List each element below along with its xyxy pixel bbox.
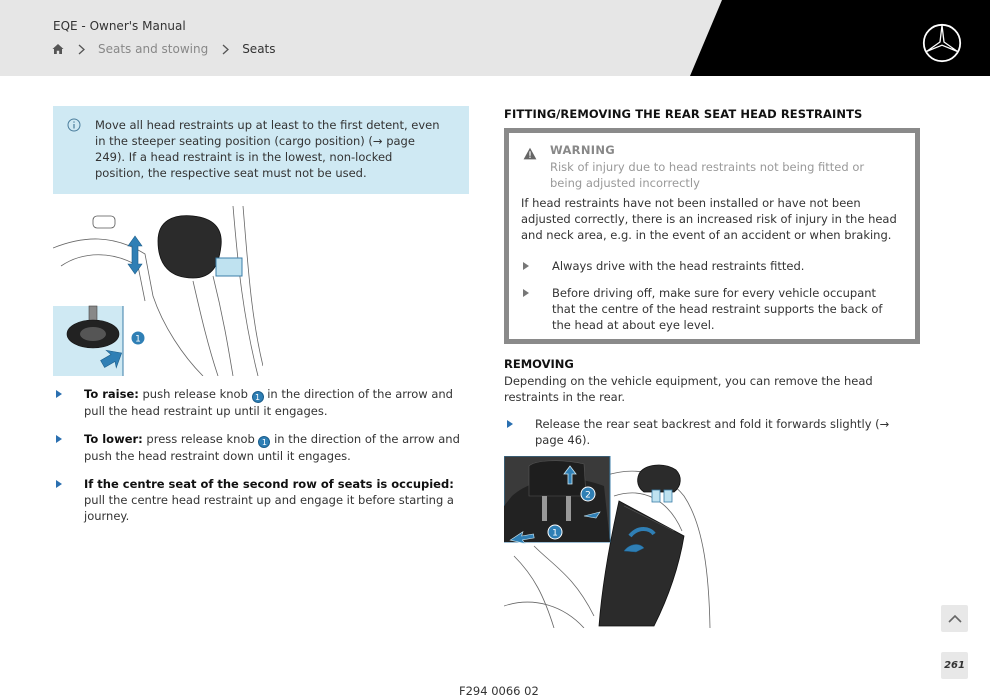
knob-callout-icon: 1 — [252, 391, 264, 403]
section-title: FITTING/REMOVING THE REAR SEAT HEAD RESTRAINTS — [504, 107, 863, 121]
list-item — [55, 386, 470, 419]
page-number-button[interactable]: 261 — [941, 652, 968, 679]
warning-title: WARNING — [550, 143, 615, 157]
scroll-to-top-button[interactable] — [941, 605, 968, 632]
breadcrumb-seats: Seats — [242, 42, 276, 56]
removing-text: Depending on the vehicle equipment, you can remove the head restraints in the rear. — [504, 374, 873, 404]
bullet-label: To raise: — [84, 387, 139, 401]
bullet-text: push release knob — [138, 387, 252, 401]
manual-title: EQE - Owner's Manual — [53, 19, 186, 33]
info-notice — [53, 106, 469, 194]
warning-body: If head restraints have not been installed or have not been adjusted correctly, there is an increased risk of injury in the head and neck area, e.g. in the event of an accident or when braking. — [521, 196, 897, 242]
header-bar — [0, 0, 990, 76]
callout-2: 2 — [585, 490, 591, 501]
left-bullet-list — [55, 386, 470, 536]
figure-code: F294 0066 02 — [459, 684, 539, 698]
warning-triangle-icon — [523, 147, 537, 160]
chevron-up-icon — [948, 614, 962, 623]
info-icon — [67, 118, 81, 132]
bullet-arrow-icon — [507, 420, 513, 428]
rear-seat-illustration — [504, 456, 712, 628]
bullet-arrow-icon — [56, 390, 62, 398]
callout-1: 1 — [552, 528, 558, 539]
breadcrumb — [52, 42, 276, 56]
bullet-text: in the direction of the arrow and push the head restraint down until it engages. — [84, 432, 460, 463]
mercedes-star-logo[interactable] — [922, 23, 962, 63]
callout-1: 1 — [135, 334, 141, 345]
knob-callout-icon: 1 — [258, 436, 270, 448]
bullet-label: If the centre seat of the second row of seats is occupied: — [84, 477, 454, 491]
bullet-text: in the direction of the arrow and pull the head restraint up until it engages. — [84, 387, 453, 418]
breadcrumb-seats-and-stowing[interactable]: Seats and stowing — [98, 42, 209, 56]
list-item — [506, 416, 921, 448]
bullet-label: To lower: — [84, 432, 143, 446]
warning-subtitle: Risk of injury due to head restraints not being fitted or being adjusted incorrectly — [550, 160, 865, 190]
warning-bullet-text: Always drive with the head restraints fitted. — [552, 259, 805, 273]
removing-bullet-text: Release the rear seat backrest and fold it forwards slightly (→ page 46). — [535, 417, 890, 447]
bullet-arrow-icon — [523, 262, 529, 270]
list-item — [55, 476, 470, 524]
bullet-text: press release knob — [142, 432, 259, 446]
removing-title: REMOVING — [504, 357, 574, 371]
bullet-arrow-icon — [56, 480, 62, 488]
warning-list-item — [521, 285, 901, 333]
home-icon[interactable] — [52, 43, 64, 55]
bullet-arrow-icon — [56, 435, 62, 443]
info-text: Move all head restraints up at least to the first detent, even in the steeper seating position (cargo position) (→ page 249). If a head restraint is in the lowest, non-locked position, the respective seat must not be used. — [95, 118, 440, 180]
bullet-arrow-icon — [523, 289, 529, 297]
bullet-text: pull the centre head restraint up and engage it before starting a journey. — [84, 493, 454, 523]
warning-box — [504, 128, 920, 344]
chevron-right-icon — [222, 44, 229, 55]
warning-bullet-text: Before driving off, make sure for every vehicle occupant that the centre of the head restraint supports the back of the head at about eye level. — [552, 286, 883, 332]
chevron-right-icon — [78, 44, 85, 55]
head-restraint-illustration — [53, 206, 263, 376]
warning-list-item — [521, 258, 901, 274]
list-item — [55, 431, 470, 464]
